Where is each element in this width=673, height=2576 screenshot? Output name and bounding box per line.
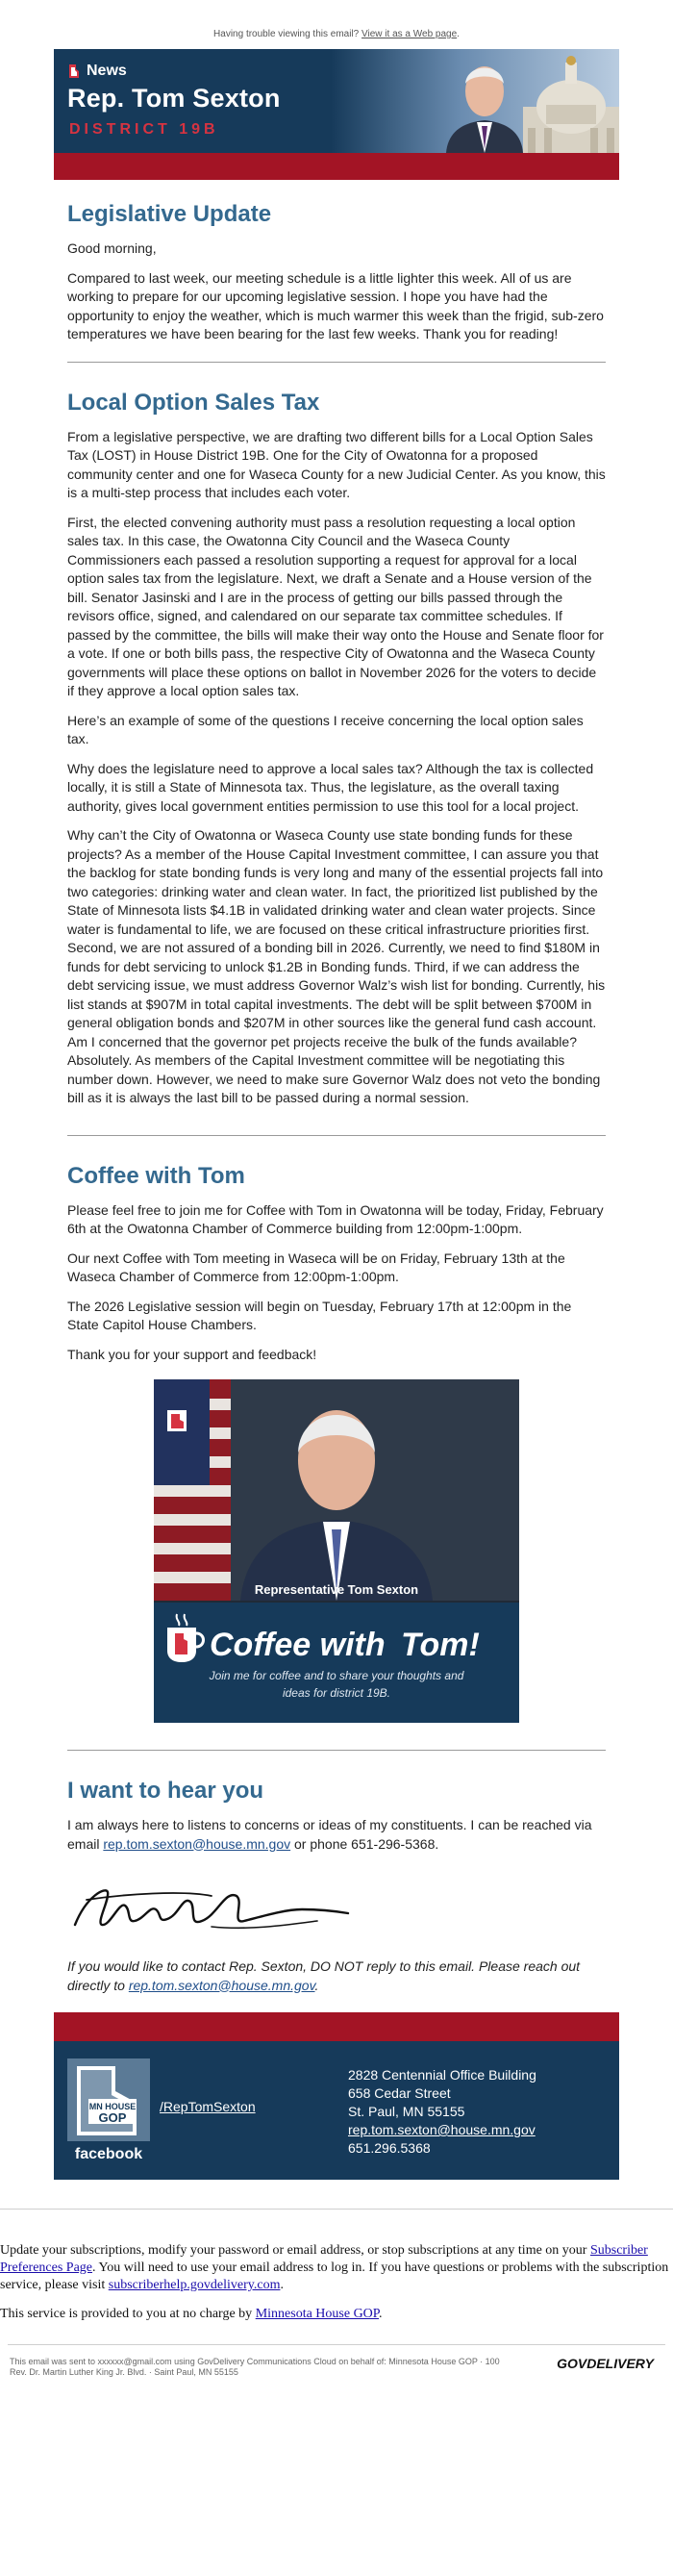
coffee-caption: Representative Tom Sexton — [254, 1582, 419, 1597]
hear-heading: I want to hear you — [67, 1778, 264, 1804]
provided-by-text — [0, 2306, 673, 2323]
main-content — [54, 201, 619, 1995]
govdelivery-logo[interactable]: GOVDELIVERY — [557, 2356, 654, 2371]
mn-gop-logo-icon — [67, 63, 81, 79]
greeting: Good morning, — [67, 240, 157, 256]
coffee-heading: Coffee with Tom — [67, 1162, 245, 1189]
divider — [67, 1135, 606, 1136]
address-line-2: 658 Cedar Street — [348, 2085, 451, 2101]
footer-email-link[interactable]: rep.tom.sexton@house.mn.gov — [348, 2122, 536, 2137]
facebook-wordmark: facebook — [74, 2146, 143, 2162]
facebook-mn-house-gop-logo[interactable] — [67, 2058, 150, 2162]
coffee-paragraph-1: Please feel free to join me for Coffee with Tom in Owatonna will be today, Friday, February 6th at the Owatonna Chamber of Commerce building from 12:00pm-1:00pm. — [67, 1201, 604, 1236]
legislative-update-heading: Legislative Update — [67, 201, 272, 227]
divider — [67, 1750, 606, 1751]
lost-paragraph-2: First, the elected convening authority must pass a resolution requesting a local option sales tax. In this case, the Owatonna City Council and the Waseca County Commissioners each passed a resolution supporting a request for approval for a local option sales tax from the legislature. Next, we draft a Senate and a House version of the bill. Senator Jasinski and I are in the process of getting our bills passed through the revisors office, signed, and calendared on our separate tax committee schedules. If passed by the committee, the bills will make their way onto the House and Senate floor for a vote. If one or both bills pass, the respective City of Owatonna and the Waseca County governments will place these options on ballot in November 2026 for the voters to decide if they approve a local option sales tax. — [67, 514, 604, 698]
note-tail: . — [314, 1977, 319, 1993]
coffee-title-b: Tom! — [401, 1627, 480, 1663]
subscription-text — [0, 2242, 673, 2294]
email-link[interactable]: rep.tom.sexton@house.mn.gov — [103, 1835, 291, 1852]
lost-paragraph-3: Here’s an example of some of the questions I receive concerning the local option sales tax. — [67, 712, 584, 746]
subscription-text-2: . You will need to use your email address to log in. If you have questions or problems with the subscription service, please visit — [0, 2260, 669, 2292]
facebook-handle-link[interactable]: /RepTomSexton — [160, 2099, 256, 2114]
legal-line-1: This email was sent to xxxxxx@gmail.com using GovDelivery Communications Cloud on behalf of: Minnesota House GOP · 100 — [10, 2357, 500, 2366]
note-email-link[interactable]: rep.tom.sexton@house.mn.gov — [128, 1977, 315, 1993]
office-address — [348, 2066, 536, 2158]
lost-paragraph-4: Why does the legislature need to approve a local sales tax? Although the tax is collected locally, it is still a State of Minnesota tax. Thus, the legislature, as the overall taxing authority, gives local government entities permission to use this tool for a local project. — [67, 760, 594, 814]
district-label: DISTRICT 19B — [69, 121, 219, 138]
no-reply-text: If you would like to contact Rep. Sexton, DO NOT reply to this email. Please reach out directly to — [67, 1958, 581, 1993]
rep-name: Rep. Tom Sexton — [67, 84, 281, 113]
address-line-3: St. Paul, MN 55155 — [348, 2104, 465, 2119]
subscription-text-1: Update your subscriptions, modify your password or email address, or stop subscriptions at any time on your — [0, 2243, 587, 2258]
subscription-section — [0, 2209, 673, 2397]
coffee-paragraph-4: Thank you for your support and feedback! — [67, 1346, 317, 1362]
lost-paragraph-1: From a legislative perspective, we are drafting two different bills for a Local Option Sales Tax (LOST) in House District 19B. One for the City of Owatonna for a proposed community center and one for Waseca County for a new Judicial Center. As you know, this is a multi-step process that includes each voter. — [67, 428, 606, 500]
address-line-1: 2828 Centennial Office Building — [348, 2067, 536, 2083]
provided-text: This service is provided to you at no charge by — [0, 2307, 253, 2321]
lost-paragraph-5: Why can’t the City of Owatonna or Waseca County use state bonding funds for these projects? As a member of the House Capital Investment committee, I can assure you that the backlog for state bonding funds is very long and many of the essential projects fall into two categories: drinking water and clean water. In fact, the prioritized list published by the State of Minnesota lists $4.1B in validated drinking water and clean water projects. Since water is fundamental to life, we are focused on these critical infrastructure priorities first. Second, we are not assured of a bonding bill in 2026. Currently, we need to find $180M in funds for debt servicing to unlock $1.2B in Bonding funds. Third, if we can address the debt servicing issue, we must address Governor Walz’s wish list for bonding. Currently, his list stands at $907M in total capital investments. The debt will be split between $700M in general obligation bonds and $207M in other sources like the general fund cash account. Am I concerned that the governor pet projects receive the bulk of the funds available? Absolutely. As members of the Capital Investment committee will be negotiating this number down. However, we need to make sure Governor Walz does not veto the bonding bill as it is always the last bill to be passed during a normal session. — [67, 827, 606, 1105]
header-banner — [54, 49, 619, 153]
rep-portrait-capitol-image — [331, 49, 619, 153]
signature-image — [67, 1867, 356, 1944]
contact-footer — [54, 2041, 619, 2180]
intro-paragraph: Compared to last week, our meeting schedule is a little lighter this week. All of us are working to prepare for our upcoming legislative session. I hope you have had the opportunity to enjoy the weather, which is much warmer this week than the frigid, sub-zero temperatures we have been bearing for the last few weeks. Thank you for reading! — [67, 269, 604, 341]
no-reply-note — [67, 1957, 606, 1995]
us-flag-image — [154, 1379, 231, 1601]
legal-line-2: Rev. Dr. Martin Luther King Jr. Blvd. · Saint Paul, MN 55155 — [10, 2367, 238, 2377]
contact-phone-text: or phone 651-296-5368. — [294, 1835, 439, 1852]
top-note-tail: . — [457, 29, 460, 39]
coffee-paragraph-3: The 2026 Legislative session will begin on Tuesday, February 17th at 12:00pm in the State Capitol House Chambers. — [67, 1298, 572, 1332]
subscription-text-3: . — [280, 2278, 284, 2292]
coffee-with-tom-graphic — [154, 1379, 519, 1723]
top-note-text: Having trouble viewing this email? — [213, 29, 360, 39]
coffee-tagline-1: Join me for coffee and to share your thoughts and — [209, 1669, 464, 1682]
coffee-title-a: Coffee with — [210, 1627, 386, 1663]
contact-paragraph — [67, 1816, 606, 1854]
coffee-tagline-2: ideas for district 19B. — [282, 1686, 391, 1700]
divider — [67, 362, 606, 363]
subscriber-preferences-link[interactable]: Subscriber Preferences Page — [0, 2243, 648, 2275]
provided-tail: . — [379, 2307, 383, 2321]
subscriber-help-link[interactable]: subscriberhelp.govdelivery.com — [108, 2278, 281, 2292]
logo-line-2: GOP — [98, 2110, 127, 2125]
footer-phone: 651.296.5368 — [348, 2140, 431, 2156]
web-version-link[interactable]: View it as a Web page — [361, 29, 458, 39]
news-text: News — [87, 63, 127, 79]
legal-footer — [0, 2345, 673, 2397]
top-note — [0, 0, 673, 49]
minnesota-house-gop-link[interactable]: Minnesota House GOP — [255, 2307, 380, 2321]
header-red-bar — [54, 153, 619, 180]
logo-line-1: MN HOUSE — [88, 2102, 137, 2111]
footer-red-bar — [54, 2012, 619, 2041]
email-card — [54, 49, 619, 2180]
coffee-paragraph-2: Our next Coffee with Tom meeting in Waseca will be on Friday, February 13th at the Waseca Chamber of Commerce from 12:00pm-1:00pm. — [67, 1250, 565, 1284]
news-label — [67, 63, 127, 80]
local-option-heading: Local Option Sales Tax — [67, 389, 320, 416]
contact-text: I am always here to listens to concerns or ideas of my constituents. I can be reached via email — [67, 1817, 592, 1852]
